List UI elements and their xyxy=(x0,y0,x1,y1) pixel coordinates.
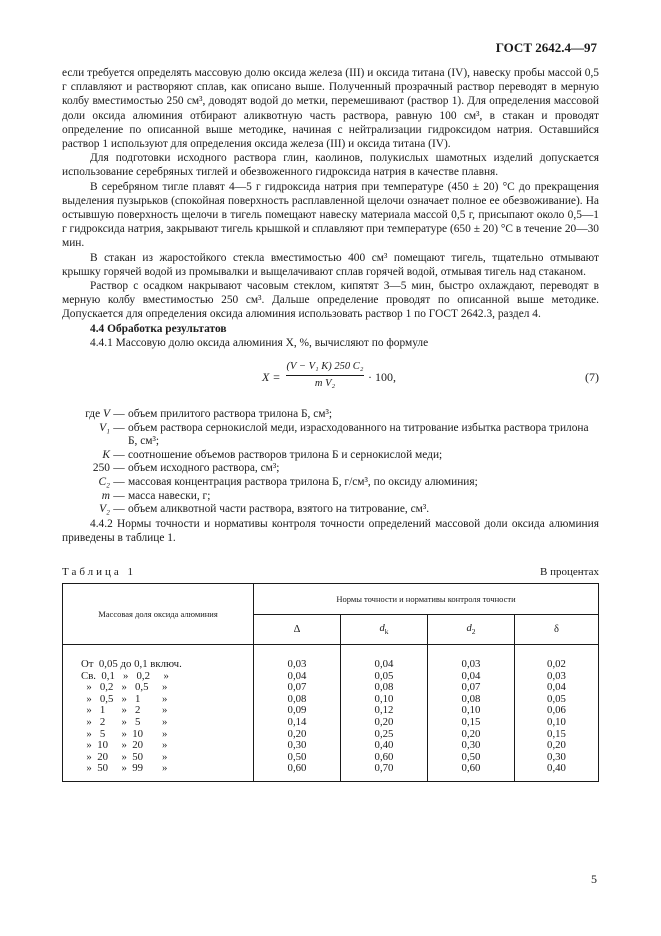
delta-column xyxy=(254,645,341,782)
d2-value: 0,07 xyxy=(461,681,481,694)
table-data-row xyxy=(63,645,599,782)
paragraph-formula-intro: 4.4.1 Массовую долю оксида алюминия X, %, вычисляют по формуле xyxy=(90,336,429,349)
paragraph-clay-preparation: Для подготовки исходного раствора глин, каолинов, полукислых шамотных изделий допускается использование серебряных тиглей и обезвоженного гидроксида натрия в качестве плавня. xyxy=(62,152,599,179)
d2-value: 0,60 xyxy=(461,762,481,775)
range-value: От 0,05 до 0,1 включ. xyxy=(81,658,182,670)
legend-row xyxy=(62,462,599,476)
legend-symbol: m xyxy=(101,489,110,502)
dk-value: 0,04 xyxy=(374,658,394,670)
rel-value: 0,20 xyxy=(547,739,566,752)
rel-value: 0,15 xyxy=(547,727,566,740)
col-delta-label: Δ xyxy=(293,624,301,635)
dk-value: 0,60 xyxy=(374,750,394,763)
rel-value: 0,05 xyxy=(547,692,566,705)
formula-fraction xyxy=(286,360,364,391)
formula-number: (7) xyxy=(585,370,599,385)
legend-dash: — xyxy=(113,448,125,461)
legend-dash: — xyxy=(113,462,125,475)
range-value: » 5 » 10 » xyxy=(81,727,168,740)
range-value: » 50 » 99 » xyxy=(81,762,168,775)
range-value: » 2 » 5 » xyxy=(81,715,168,728)
paragraph-silver-crucible: В серебряном тигле плавят 4—5 г гидроксида натрия при температуре (450 ± 20) °С до прекращения выделения пузырьков (спокойная поверхность расплавленной щелочи означает полное ее обезвоживание). На остывшую поверхность щелочи в тигель помещают навеску материала массой 0,5 г, присыпают около 0,5—1 г гидроксида натрия, закрывают тигель крышкой и сплавляют при температуре (650 ± 20) °С в течение 20—30 мин. xyxy=(62,180,599,250)
legend-symbol: C₂ xyxy=(98,476,110,489)
legend-symbol: V₁ xyxy=(99,421,110,434)
rel-value: 0,03 xyxy=(547,669,566,682)
legend-desc: объем аликвотной части раствора, взятого на титрование, см³. xyxy=(128,503,430,516)
paragraph-table-reference: 4.4.2 Нормы точности и нормативы контроля точности определений массовой доли оксида алюминия приведены в таблице 1. xyxy=(62,517,599,545)
range-value: » 20 » 50 » xyxy=(81,750,168,763)
range-value: » 1 » 2 » xyxy=(81,704,168,717)
legend-row xyxy=(62,503,599,517)
d2-value: 0,04 xyxy=(461,669,481,682)
dk-value: 0,40 xyxy=(374,739,394,752)
d2-value: 0,30 xyxy=(461,739,481,752)
delta-value: 0,20 xyxy=(287,727,307,740)
d2-column xyxy=(428,645,515,782)
legend-dash: — xyxy=(113,489,125,502)
col-d2-sub: 2 xyxy=(471,627,476,637)
accuracy-table xyxy=(62,583,599,782)
delta-value: 0,07 xyxy=(287,681,307,694)
col-rel-label: δ xyxy=(554,624,559,635)
dk-value: 0,70 xyxy=(374,762,394,775)
range-value: » 0,5 » 1 » xyxy=(81,692,168,705)
header-col-rel xyxy=(515,615,599,645)
legend-row xyxy=(62,476,599,490)
d2-value: 0,08 xyxy=(461,692,481,705)
legend-symbol xyxy=(62,408,110,422)
legend-row xyxy=(62,408,599,422)
delta-value: 0,14 xyxy=(287,715,307,728)
table-unit-note: В процентах xyxy=(540,566,599,578)
d2-value: 0,20 xyxy=(461,727,481,740)
dk-value: 0,20 xyxy=(374,715,394,728)
dk-column xyxy=(341,645,428,782)
legend-symbol-text: V xyxy=(103,408,110,421)
variable-legend xyxy=(62,408,599,517)
legend-desc: соотношение объемов растворов трилона Б и сернокислой меди; xyxy=(128,448,443,461)
dk-value: 0,25 xyxy=(374,727,394,740)
d2-value: 0,10 xyxy=(461,704,481,717)
delta-value: 0,08 xyxy=(287,692,307,705)
legend-row xyxy=(62,422,599,449)
col-dk-sub: k xyxy=(384,627,389,637)
paragraph-precipitate: Раствор с осадком накрывают часовым стеклом, кипятят 3—5 мин, быстро охлаждают, переводят в мерную колбу вместимостью 250 см³. Дальше определение проводят по описанной выше методике. Допускается для определения оксида алюминия использовать раствор 1 по ГОСТ 2642.3, раздел 4. xyxy=(62,280,599,321)
formula-lhs: X = xyxy=(262,370,281,385)
formula-numerator: (V − V₁ K) 250 C₂ xyxy=(286,360,364,376)
legend-dash: — xyxy=(113,476,125,489)
dk-value: 0,10 xyxy=(374,692,394,705)
rel-value: 0,10 xyxy=(547,715,566,728)
d2-value: 0,50 xyxy=(461,750,481,763)
delta-value: 0,03 xyxy=(287,658,307,670)
legend-dash: — xyxy=(113,421,125,434)
legend-desc: объем прилитого раствора трилона Б, см³; xyxy=(128,408,333,421)
legend-dash: — xyxy=(113,408,125,421)
paragraph-continuation: если требуется определять массовую долю оксида железа (III) и оксида титана (IV), навеску пробы массой 0,5 г сплавляют и растворяют сплав, как описано выше. Полученный прозрачный раствор переводят в мерную колбу вместимостью 250 см³, доводят водой до метки, перемешивают (раствор 1). Для определения массовой доли оксида алюминия отбирают аликвотную часть раствора, равную 100 см³, в стакан и проводят определение по описанной выше методике, начиная с нейтрализации гидроксидом натрия. Оставшийся раствор 1 используют для определения оксида железа (III) и оксида титана (IV). xyxy=(62,67,599,151)
section-heading: 4.4 Обработка результатов xyxy=(90,322,227,335)
rel-value: 0,04 xyxy=(547,681,566,694)
header-col-d2 xyxy=(428,615,515,645)
table-title: Таблица 1 xyxy=(62,566,137,578)
dk-value: 0,12 xyxy=(374,704,394,717)
range-column xyxy=(63,645,254,782)
range-value: » 0,2 » 0,5 » xyxy=(81,681,168,694)
table-caption xyxy=(62,566,599,578)
delta-value: 0,60 xyxy=(287,762,307,775)
header-accuracy-norms: Нормы точности и нормативы контроля точности xyxy=(254,584,599,615)
rel-value: 0,06 xyxy=(547,704,566,717)
legend-dash: — xyxy=(113,503,125,516)
rel-column xyxy=(515,645,599,782)
d2-value: 0,03 xyxy=(461,658,481,670)
rel-value: 0,02 xyxy=(547,658,566,670)
legend-desc: объем раствора сернокислой меди, израсходованного на титрование избытка раствора трилона Б, см³; xyxy=(128,421,589,448)
header-col-delta xyxy=(254,615,341,645)
rel-value: 0,30 xyxy=(547,750,566,763)
paragraph-glass-beaker: В стакан из жаростойкого стекла вместимостью 400 см³ помещают тигель, тщательно отмывают крышку горячей водой из промывалки и выщелачивают сплав горячей водой, отмывая тигель над стаканом. xyxy=(62,251,599,278)
formula-denominator: m V₂ xyxy=(314,378,336,390)
dk-value: 0,08 xyxy=(374,681,394,694)
delta-value: 0,30 xyxy=(287,739,307,752)
legend-symbol: K xyxy=(102,448,110,461)
legend-symbol: V₂ xyxy=(99,503,110,516)
range-value: » 10 » 20 » xyxy=(81,739,168,752)
delta-value: 0,09 xyxy=(287,704,307,717)
legend-desc: объем исходного раствора, см³; xyxy=(128,462,280,475)
legend-symbol: 250 xyxy=(92,462,110,475)
document-body xyxy=(62,66,599,545)
legend-row xyxy=(62,490,599,504)
document-header: ГОСТ 2642.4—97 xyxy=(495,40,597,55)
col-dk-label: d xyxy=(379,622,385,634)
legend-prefix: где xyxy=(85,408,101,421)
delta-value: 0,50 xyxy=(287,750,307,763)
range-value: Св. 0,1 » 0,2 » xyxy=(81,669,169,682)
col-d2-label: d xyxy=(466,622,472,634)
d2-value: 0,15 xyxy=(461,715,481,728)
dk-value: 0,05 xyxy=(374,669,394,682)
legend-row xyxy=(62,449,599,463)
delta-value: 0,04 xyxy=(287,669,307,682)
page-number: 5 xyxy=(591,872,597,886)
legend-desc: массовая концентрация раствора трилона Б, г/см³, по оксиду алюминия; xyxy=(128,476,478,489)
formula-block xyxy=(62,356,599,400)
formula-rhs: · 100, xyxy=(368,370,396,385)
legend-desc: масса навески, г; xyxy=(128,489,211,502)
rel-value: 0,40 xyxy=(547,762,566,775)
header-mass-fraction: Массовая доля оксида алюминия xyxy=(63,584,254,645)
header-col-dk xyxy=(341,615,428,645)
